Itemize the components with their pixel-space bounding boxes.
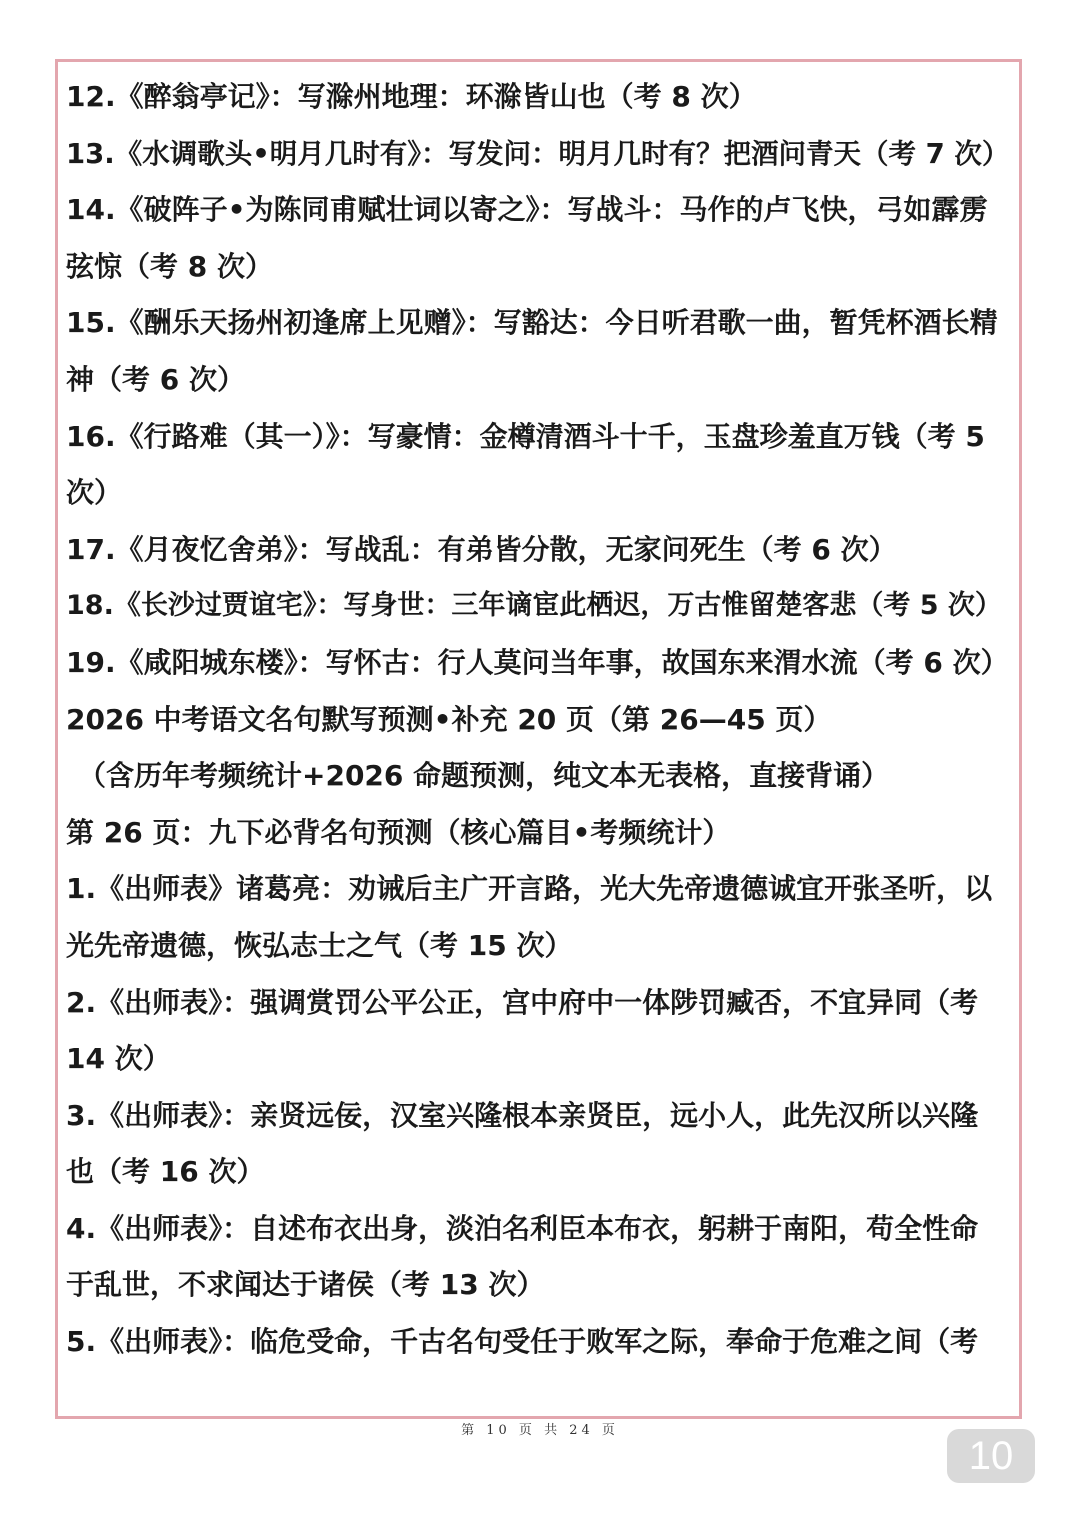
- text-line: 次）: [66, 476, 123, 510]
- text-line: 4.《出师表》：自述布衣出身，淡泊名利臣本布衣，躬耕于南阳，苟全性命: [66, 1211, 979, 1245]
- text-line: 13.《水调歌头•明月几时有》：写发问：明月几时有？把酒问青天（考 7 次）: [66, 137, 1010, 170]
- text-line: 2.《出师表》：强调赏罚公平公正，宫中府中一体陟罚臧否，不宜异同（考: [66, 985, 979, 1019]
- text-line: 17.《月夜忆舍弟》：写战乱：有弟皆分散，无家问死生（考 6 次）: [66, 532, 897, 566]
- text-line: 12.《醉翁亭记》：写滁州地理：环滁皆山也（考 8 次）: [66, 80, 757, 113]
- text-line: 3.《出师表》：亲贤远佞，汉室兴隆根本亲贤臣，远小人，此先汉所以兴隆: [66, 1098, 979, 1132]
- text-line: 19.《咸阳城东楼》：写怀古：行人莫问当年事，故国东来渭水流（考 6 次）: [66, 645, 1009, 679]
- text-line: 5.《出师表》：临危受命，千古名句受任于败军之际，奉命于危难之间（考: [66, 1325, 979, 1359]
- text-line: 1.《出师表》诸葛亮：劝诫后主广开言路，光大先帝遗德诚宜开张圣听，以: [66, 872, 993, 906]
- text-line: 14.《破阵子•为陈同甫赋壮词以寄之》：写战斗：马作的卢飞快，弓如霹雳: [66, 193, 988, 227]
- text-line: 弦惊（考 8 次）: [66, 249, 273, 283]
- page-number-badge: 10: [947, 1429, 1035, 1483]
- section-subheading: （含历年考频统计+2026 命题预测，纯文本无表格，直接背诵）: [78, 759, 890, 793]
- document-body: [66, 69, 1016, 1371]
- page-heading: 第 26 页：九下必背名句预测（核心篇目•考频统计）: [66, 815, 731, 849]
- text-line: 15.《酬乐天扬州初逢席上见赠》：写豁达：今日听君歌一曲，暂凭杯酒长精: [66, 306, 998, 340]
- text-line: 于乱世，不求闻达于诸侯（考 13 次）: [66, 1268, 545, 1302]
- text-line: 神（考 6 次）: [66, 362, 245, 396]
- text-line: 18.《长沙过贾谊宅》：写身世：三年谪宦此栖迟，万古惟留楚客悲（考 5 次）: [66, 590, 1002, 622]
- page-footer: 第 10 页 共 24 页: [461, 1423, 619, 1438]
- text-line: 14 次）: [66, 1042, 171, 1076]
- text-line: 光先帝遗德，恢弘志士之气（考 15 次）: [66, 928, 573, 962]
- section-heading: 2026 中考语文名句默写预测•补充 20 页（第 26—45 页）: [66, 702, 832, 736]
- text-line: 也（考 16 次）: [66, 1155, 265, 1189]
- text-line: 16.《行路难（其一）》：写豪情：金樽清酒斗十千，玉盘珍羞直万钱（考 5: [66, 419, 985, 453]
